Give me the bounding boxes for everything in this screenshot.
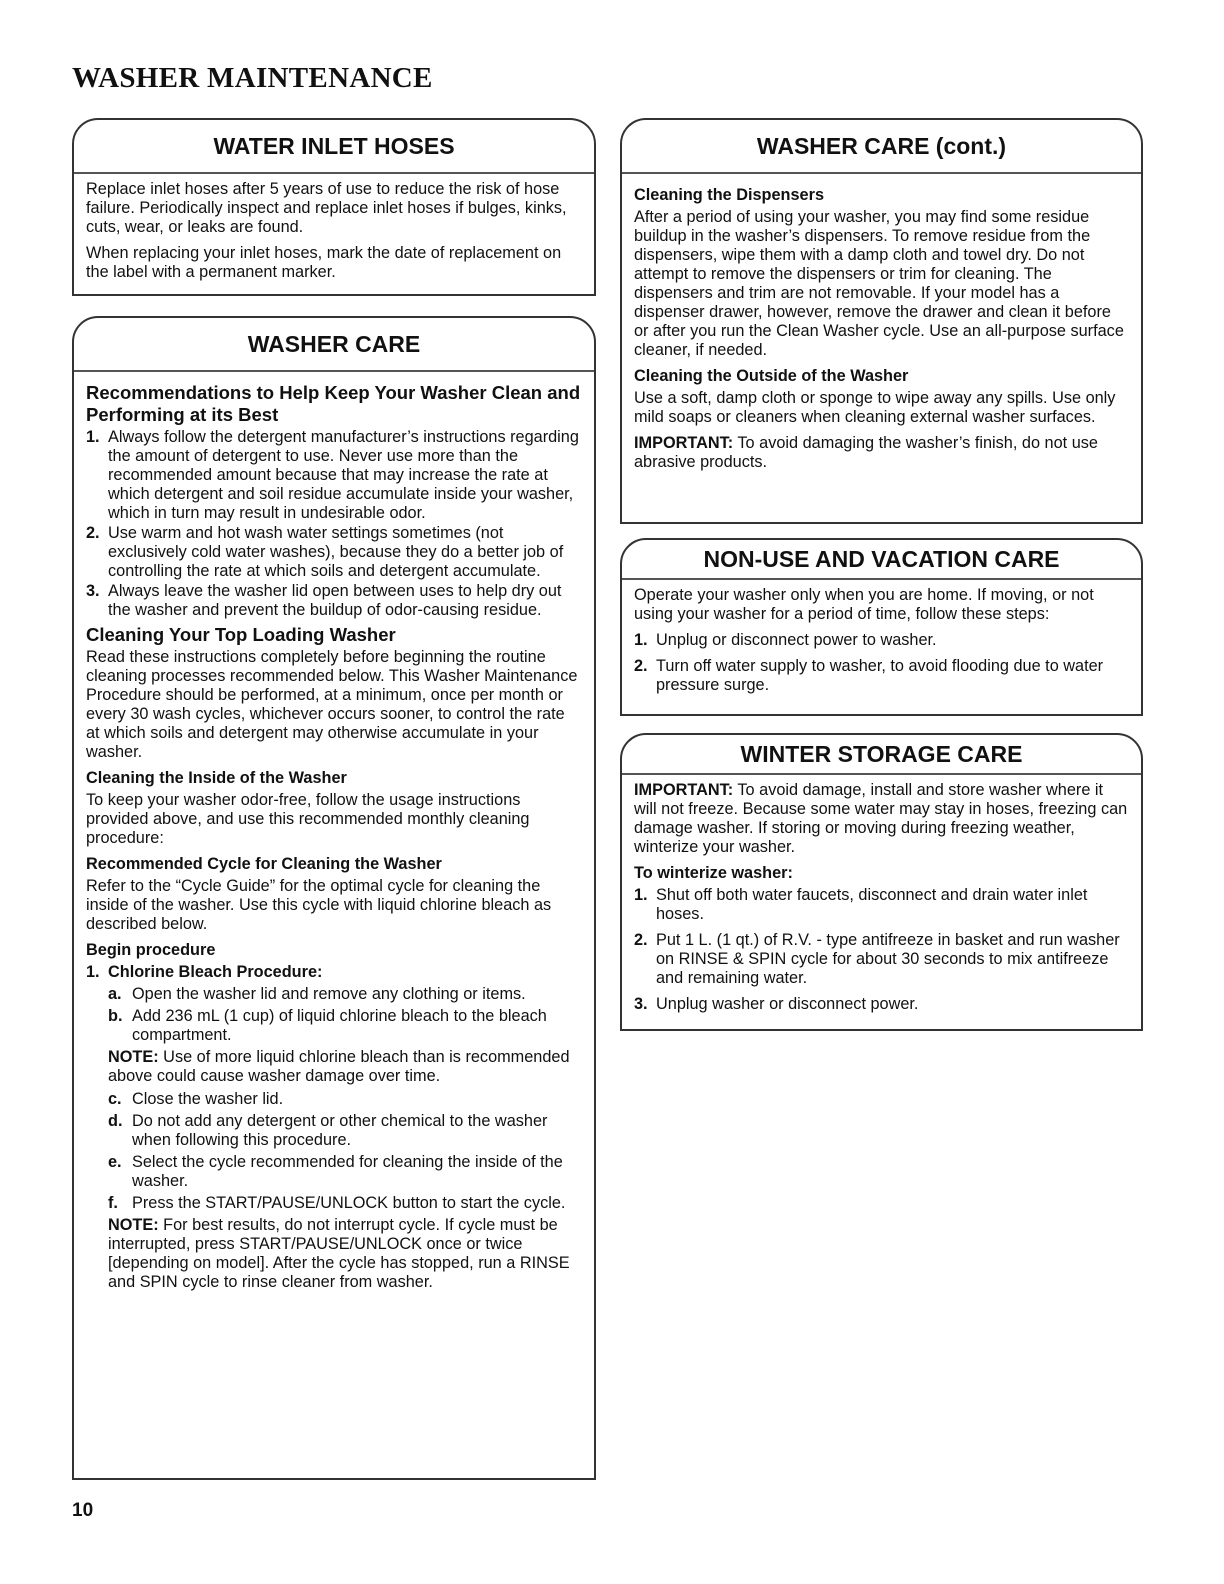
text: To avoid damage, install and store washer where it will not freeze. Because some water may stay in hoses, freezing can damage washer. If storing or moving during freezing weather, winterize your washer. <box>634 781 1128 856</box>
list-text: Shut off both water faucets, disconnect and drain water inlet hoses. <box>656 886 1088 923</box>
list-item <box>634 657 1129 695</box>
label: IMPORTANT: <box>634 434 734 452</box>
list-number: 1. <box>86 963 100 981</box>
page-number: 10 <box>72 1500 94 1521</box>
sub-list-text: Close the washer lid. <box>132 1090 284 1108</box>
section-heading: WASHER CARE (cont.) <box>622 120 1141 174</box>
list-number: 1. <box>86 428 100 446</box>
page-title: WASHER MAINTENANCE <box>72 62 433 94</box>
section-non-use-vacation-care <box>620 538 1143 716</box>
subheading: Cleaning the Outside of the Washer <box>634 367 909 385</box>
sub-list-letter: f. <box>108 1194 118 1212</box>
sub-list-text: Add 236 mL (1 cup) of liquid chlorine bleach to the bleach compartment. <box>132 1007 547 1044</box>
section-heading: WASHER CARE <box>74 318 594 372</box>
paragraph: Read these instructions completely before beginning the routine cleaning processes recommended below. This Washer Maintenance Procedure should be performed, at a minimum, once per month or every 30 wash cycles, whichever occurs sooner, to control the rate at which soils and detergent may otherwise accumulate in your washer. <box>86 648 578 761</box>
list-text: Unplug washer or disconnect power. <box>656 995 919 1013</box>
list-text: Turn off water supply to washer, to avoid flooding due to water pressure surge. <box>656 657 1104 694</box>
paragraph: When replacing your inlet hoses, mark the date of replacement on the label with a permanent marker. <box>86 244 562 281</box>
list-number: 1. <box>634 631 648 649</box>
section-washer-care <box>72 316 596 1480</box>
sub-list-item <box>108 1153 582 1191</box>
section-water-inlet-hoses <box>72 118 596 296</box>
list-number: 1. <box>634 886 648 904</box>
list-number: 2. <box>634 657 648 675</box>
important-paragraph <box>634 434 1129 472</box>
label: NOTE: <box>108 1048 159 1066</box>
list-item <box>634 886 1129 924</box>
label: IMPORTANT: <box>634 781 734 799</box>
label: NOTE: <box>108 1216 159 1234</box>
sub-list-text: Select the cycle recommended for cleaning the inside of the washer. <box>132 1153 563 1190</box>
list-item <box>634 995 1129 1014</box>
note <box>108 1048 582 1086</box>
section-washer-care-cont <box>620 118 1143 524</box>
section-body <box>74 372 594 1302</box>
subheading: Cleaning the Dispensers <box>634 186 825 204</box>
list-text: Use warm and hot wash water settings sometimes (not exclusively cold water washes), because they do a better job of controlling the rate at which soils and detergent accumulate. <box>108 524 564 580</box>
list-item <box>86 963 582 982</box>
sub-list-letter: d. <box>108 1112 123 1130</box>
list-number: 3. <box>86 582 100 600</box>
list-number: 2. <box>634 931 648 949</box>
sub-list-item <box>108 985 582 1004</box>
list-number: 3. <box>634 995 648 1013</box>
subheading: To winterize washer: <box>634 864 793 882</box>
section-body <box>622 174 1141 485</box>
sub-list-item <box>108 1112 582 1150</box>
text: For best results, do not interrupt cycle. If cycle must be interrupted, press START/PAUSE/UNLOCK once or twice [depending on model]. After the cycle has stopped, run a RINSE and SPIN cycle to rinse cleaner from washer. <box>108 1216 570 1291</box>
paragraph: Replace inlet hoses after 5 years of use to reduce the risk of hose failure. Periodically inspect and replace inlet hoses if bulges, kinks, cuts, wear, or leaks are found. <box>86 180 567 236</box>
paragraph: To keep your washer odor-free, follow the usage instructions provided above, and use this recommended monthly cleaning procedure: <box>86 791 530 847</box>
list-text: Unplug or disconnect power to washer. <box>656 631 937 649</box>
subheading: Recommendations to Help Keep Your Washer Clean and Performing at its Best <box>86 382 581 425</box>
note <box>108 1216 582 1292</box>
subheading: Recommended Cycle for Cleaning the Washer <box>86 855 442 873</box>
text: Use of more liquid chlorine bleach than is recommended above could cause washer damage over time. <box>108 1048 570 1085</box>
sub-list-item <box>108 1090 582 1109</box>
list-item <box>86 582 582 620</box>
sub-list-letter: c. <box>108 1090 122 1108</box>
sub-list-letter: b. <box>108 1007 123 1025</box>
paragraph: Use a soft, damp cloth or sponge to wipe away any spills. Use only mild soaps or cleaners when cleaning external washer surfaces. <box>634 389 1116 426</box>
list-text: Always leave the washer lid open between uses to help dry out the washer and prevent the buildup of odor-causing residue. <box>108 582 562 619</box>
list-text: Put 1 L. (1 qt.) of R.V. - type antifreeze in basket and run washer on RINSE & SPIN cycle for about 30 seconds to mix antifreeze and remaining water. <box>656 931 1120 987</box>
sub-list-text: Open the washer lid and remove any clothing or items. <box>132 985 526 1003</box>
section-body <box>74 174 594 295</box>
subheading: Begin procedure <box>86 941 216 959</box>
section-heading: NON-USE AND VACATION CARE <box>622 540 1141 580</box>
list-text: Always follow the detergent manufacturer’s instructions regarding the amount of detergent to use. Never use more than the recommended amount because that may increase the rate at which detergent and soil residue accumulate inside your washer, which in turn may result in undesirable odor. <box>108 428 579 522</box>
section-body <box>622 580 1141 708</box>
list-item <box>86 524 582 581</box>
important-paragraph <box>634 781 1129 857</box>
subheading: Cleaning the Inside of the Washer <box>86 769 347 787</box>
section-heading: WATER INLET HOSES <box>74 120 594 174</box>
section-winter-storage-care <box>620 733 1143 1031</box>
list-text: Chlorine Bleach Procedure: <box>108 963 323 981</box>
paragraph: Refer to the “Cycle Guide” for the optimal cycle for cleaning the inside of the washer. Use this cycle with liquid chlorine bleach as described below. <box>86 877 552 933</box>
sub-list-text: Press the START/PAUSE/UNLOCK button to start the cycle. <box>132 1194 566 1212</box>
section-body <box>622 775 1141 1027</box>
list-item <box>86 428 582 523</box>
section-heading: WINTER STORAGE CARE <box>622 735 1141 775</box>
sub-list-letter: a. <box>108 985 122 1003</box>
subheading: Cleaning Your Top Loading Washer <box>86 624 396 645</box>
sub-list-item <box>108 1194 582 1213</box>
paragraph: After a period of using your washer, you may find some residue buildup in the washer’s dispensers. To remove residue from the dispensers, wipe them with a damp cloth and towel dry. Do not attempt to remove the dispensers or trim for cleaning. The dispensers and trim are not removable. If your model has a dispenser drawer, however, remove the drawer and clean it before or after you run the Clean Washer cycle. Use an all-purpose surface cleaner, if needed. <box>634 208 1124 359</box>
sub-list-text: Do not add any detergent or other chemical to the washer when following this procedure. <box>132 1112 548 1149</box>
list-item <box>634 631 1129 650</box>
sub-list-item <box>108 1007 582 1045</box>
paragraph: Operate your washer only when you are home. If moving, or not using your washer for a period of time, follow these steps: <box>634 586 1094 623</box>
sub-list-letter: e. <box>108 1153 122 1171</box>
text: To avoid damaging the washer’s finish, do not use abrasive products. <box>634 434 1098 471</box>
list-number: 2. <box>86 524 100 542</box>
list-item <box>634 931 1129 988</box>
